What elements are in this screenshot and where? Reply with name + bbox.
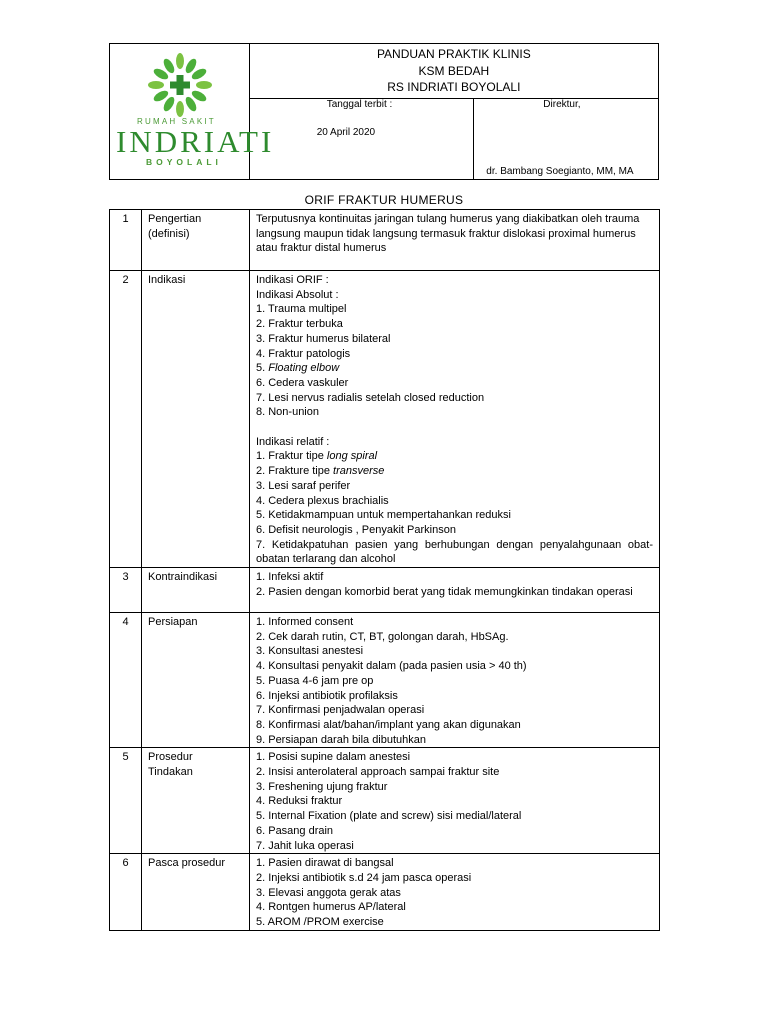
row-number: 6 [110, 854, 142, 931]
row-label-line: Tindakan [148, 766, 193, 779]
row-content [250, 271, 660, 568]
list-item: 9. Persiapan darah bila dibutuhkan [256, 733, 427, 746]
list-item: 3. Konsultasi anestesi [256, 645, 364, 658]
header-title-cell [249, 44, 658, 99]
list-item: 4. Rontgen humerus AP/lateral [256, 901, 406, 914]
list-item: 1. Pasien dirawat di bangsal [256, 857, 394, 870]
list-item: 7. Jahit luka operasi [256, 839, 354, 852]
list-item: 2. Frakture tipe transverse [256, 465, 385, 478]
logo-text-indriati: INDRIATI [116, 124, 275, 159]
list-item: 6. Defisit neurologis , Penyakit Parkinson [256, 523, 456, 536]
procedure-table [109, 209, 660, 931]
definition-text: Terputusnya kontinuitas jaringan tulang humerus yang diakibatkan oleh trauma langsung maupun tidak langsung termasuk fraktur dislokasi proximal humerus atau fraktur distal humerus [256, 213, 640, 255]
table-row [110, 854, 660, 931]
list-item: 4. Fraktur patologis [256, 347, 351, 360]
list-item: Indikasi ORIF : [256, 274, 329, 286]
row-content [250, 854, 660, 931]
row-content [250, 568, 660, 613]
list-item: 2. Pasien dengan komorbid berat yang tidak memungkinkan tindakan operasi [256, 585, 633, 598]
list-item: 1. Posisi supine dalam anestesi [256, 751, 411, 764]
list-item: 2. Cek darah rutin, CT, BT, golongan darah, HbSAg. [256, 630, 509, 643]
list-item: Indikasi Absolut : [256, 288, 339, 301]
list-item: 4. Reduksi fraktur [256, 795, 343, 808]
table-row [110, 613, 660, 748]
row-label-line: Pengertian [148, 213, 202, 225]
list-item: 1. Trauma multipel [256, 303, 347, 316]
list-item: 5. AROM /PROM exercise [256, 916, 384, 929]
tanggal-label: Tanggal terbit : [326, 99, 393, 110]
row-label [142, 271, 250, 568]
list-item: Indikasi relatif : [256, 435, 330, 448]
list-item: 2. Fraktur terbuka [256, 318, 343, 331]
list-spacer [256, 420, 653, 435]
list-item: 1. Fraktur tipe long spiral [256, 450, 378, 463]
logo-text-boyolali: BOYOLALI [146, 157, 222, 167]
list-item: 5. Puasa 4-6 jam pre op [256, 674, 374, 687]
list-item: 2. Injeksi antibiotik s.d 24 jam pasca operasi [256, 872, 472, 884]
list-item: 7. Konfirmasi penjadwalan operasi [256, 704, 425, 717]
list-item: 8. Konfirmasi alat/bahan/implant yang akan digunakan [256, 718, 521, 731]
row-content [250, 748, 660, 854]
row-label [142, 210, 250, 271]
direktur-label: Direktur, [543, 99, 581, 110]
row-number: 5 [110, 748, 142, 854]
row-label-line: (definisi) [148, 227, 190, 240]
tanggal-cell [249, 99, 474, 180]
row-label-line: Indikasi [148, 274, 186, 286]
direktur-cell [474, 99, 659, 180]
list-item: 6. Cedera vaskuler [256, 376, 349, 389]
list-item: 4. Cedera plexus brachialis [256, 494, 389, 507]
list-item: 7. Ketidakpatuhan pasien yang berhubungan dengan penyalahgunaan obat-obatan terlarang dan alcohol [256, 538, 653, 566]
row-label [142, 613, 250, 748]
list-item: 1. Informed consent [256, 616, 354, 629]
header-title-line-2: KSM BEDAH [418, 63, 490, 78]
leaf-cross-icon [110, 44, 250, 119]
list-item: 5. Internal Fixation (plate and screw) sisi medial/lateral [256, 810, 522, 823]
document-title: ORIF FRAKTUR HUMERUS [304, 193, 464, 207]
table-row [110, 210, 660, 271]
list-item: 3. Fraktur humerus bilateral [256, 332, 391, 345]
row-content [250, 210, 660, 271]
header-title-line-3: RS INDRIATI BOYOLALI [387, 80, 521, 94]
list-item: 6. Pasang drain [256, 824, 334, 837]
header-title-line-1: PANDUAN PRAKTIK KLINIS [376, 47, 531, 61]
row-number: 3 [110, 568, 142, 613]
row-number: 2 [110, 271, 142, 568]
list-item: 6. Injeksi antibiotik profilaksis [256, 689, 398, 702]
list-item: 2. Insisi anterolateral approach sampai fraktur site [256, 766, 500, 779]
row-number: 4 [110, 613, 142, 748]
list-item: 5. Floating elbow [256, 362, 340, 375]
table-row [110, 748, 660, 854]
list-item: 1. Infeksi aktif [256, 571, 324, 584]
tanggal-value: 20 April 2020 [316, 127, 376, 138]
list-item: 7. Lesi nervus radialis setelah closed reduction [256, 391, 485, 404]
list-item: 5. Ketidakmampuan untuk mempertahankan reduksi [256, 509, 511, 522]
row-label [142, 748, 250, 854]
hospital-logo [110, 44, 275, 180]
list-item: 8. Non-union [256, 406, 319, 419]
header-table [109, 43, 659, 180]
row-label-line: Prosedur [148, 751, 193, 764]
direktur-name: dr. Bambang Soegianto, MM, MA [486, 166, 634, 177]
row-label-line: Persiapan [148, 616, 198, 629]
logo-cell [110, 44, 275, 180]
list-item: 4. Konsultasi penyakit dalam (pada pasien usia > 40 th) [256, 660, 527, 673]
list-item: 3. Freshening ujung fraktur [256, 780, 388, 793]
table-row [110, 568, 660, 613]
row-label-line: Kontraindikasi [148, 571, 218, 584]
list-item: 3. Elevasi anggota gerak atas [256, 886, 401, 899]
list-item: 3. Lesi saraf perifer [256, 479, 351, 492]
row-content [250, 613, 660, 748]
table-row [110, 271, 660, 568]
row-label [142, 568, 250, 613]
row-number: 1 [110, 210, 142, 271]
row-label-line: Pasca prosedur [148, 857, 226, 870]
logo-text-rumah-sakit: RUMAH SAKIT [137, 117, 216, 126]
row-label [142, 854, 250, 931]
